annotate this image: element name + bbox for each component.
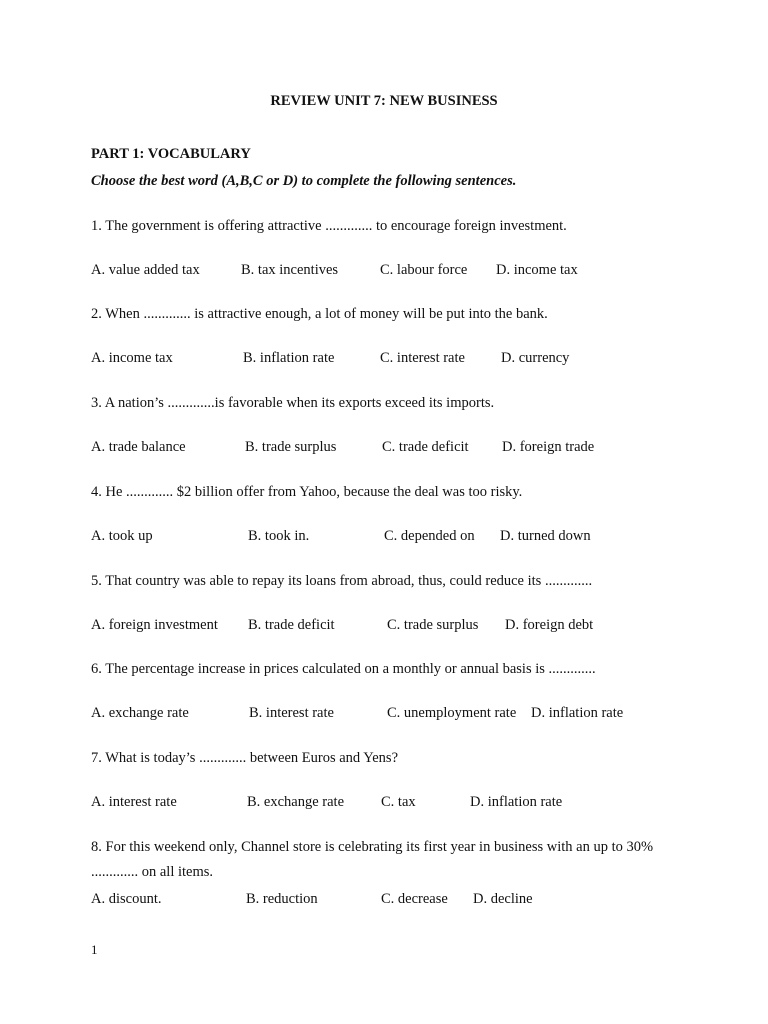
q3-option-b: B. trade surplus	[245, 439, 337, 455]
question-5: 5. That country was able to repay its loans from abroad, thus, could reduce its .............	[91, 573, 593, 589]
q5-option-c: C. trade surplus	[387, 617, 479, 633]
q6-option-d: D. inflation rate	[531, 705, 624, 721]
q7-option-c: C. tax	[381, 794, 416, 810]
q1-option-a: A. value added tax	[91, 262, 200, 278]
part-1-heading: PART 1: VOCABULARY	[91, 146, 251, 162]
question-4: 4. He ............. $2 billion offer from Yahoo, because the deal was too risky.	[91, 484, 523, 500]
q4-option-c: C. depended on	[384, 528, 475, 544]
q5-option-d: D. foreign debt	[505, 617, 594, 633]
part-1-instruction: Choose the best word (A,B,C or D) to complete the following sentences.	[91, 173, 517, 189]
question-7: 7. What is today’s ............. between Euros and Yens?	[91, 750, 399, 766]
q2-option-d: D. currency	[501, 350, 570, 366]
q8-option-d: D. decline	[473, 891, 533, 907]
q6-option-c: C. unemployment rate	[387, 705, 517, 721]
q3-option-a: A. trade balance	[91, 439, 186, 455]
q4-option-a: A. took up	[91, 528, 153, 544]
question-2: 2. When ............. is attractive enough, a lot of money will be put into the bank.	[91, 306, 548, 322]
q2-option-c: C. interest rate	[380, 350, 465, 366]
question-3: 3. A nation’s .............is favorable when its exports exceed its imports.	[91, 395, 495, 411]
q1-option-b: B. tax incentives	[241, 262, 339, 278]
q4-option-d: D. turned down	[500, 528, 591, 544]
q1-option-d: D. income tax	[496, 262, 578, 278]
q2-option-b: B. inflation rate	[243, 350, 335, 366]
q6-option-b: B. interest rate	[249, 705, 334, 721]
question-8: 8. For this weekend only, Channel store is celebrating its first year in business with an up to 30%	[91, 839, 654, 855]
question-1: 1. The government is offering attractive ............. to encourage foreign investment.	[91, 218, 567, 234]
q8-option-b: B. reduction	[246, 891, 318, 907]
page-number: 1	[91, 942, 98, 957]
page-title: REVIEW UNIT 7: NEW BUSINESS	[270, 93, 498, 109]
question-6: 6. The percentage increase in prices calculated on a monthly or annual basis is .............	[91, 661, 596, 677]
q2-option-a: A. income tax	[91, 350, 173, 366]
q3-option-c: C. trade deficit	[382, 439, 469, 455]
question-8-continued: ............. on all items.	[91, 864, 214, 880]
q7-option-a: A. interest rate	[91, 794, 177, 810]
q8-option-a: A. discount.	[91, 891, 162, 907]
q8-option-c: C. decrease	[381, 891, 448, 907]
q7-option-d: D. inflation rate	[470, 794, 563, 810]
q6-option-a: A. exchange rate	[91, 705, 189, 721]
q3-option-d: D. foreign trade	[502, 439, 595, 455]
q1-option-c: C. labour force	[380, 262, 468, 278]
q4-option-b: B. took in.	[248, 528, 310, 544]
q5-option-b: B. trade deficit	[248, 617, 335, 633]
q7-option-b: B. exchange rate	[247, 794, 345, 810]
q5-option-a: A. foreign investment	[91, 617, 218, 633]
